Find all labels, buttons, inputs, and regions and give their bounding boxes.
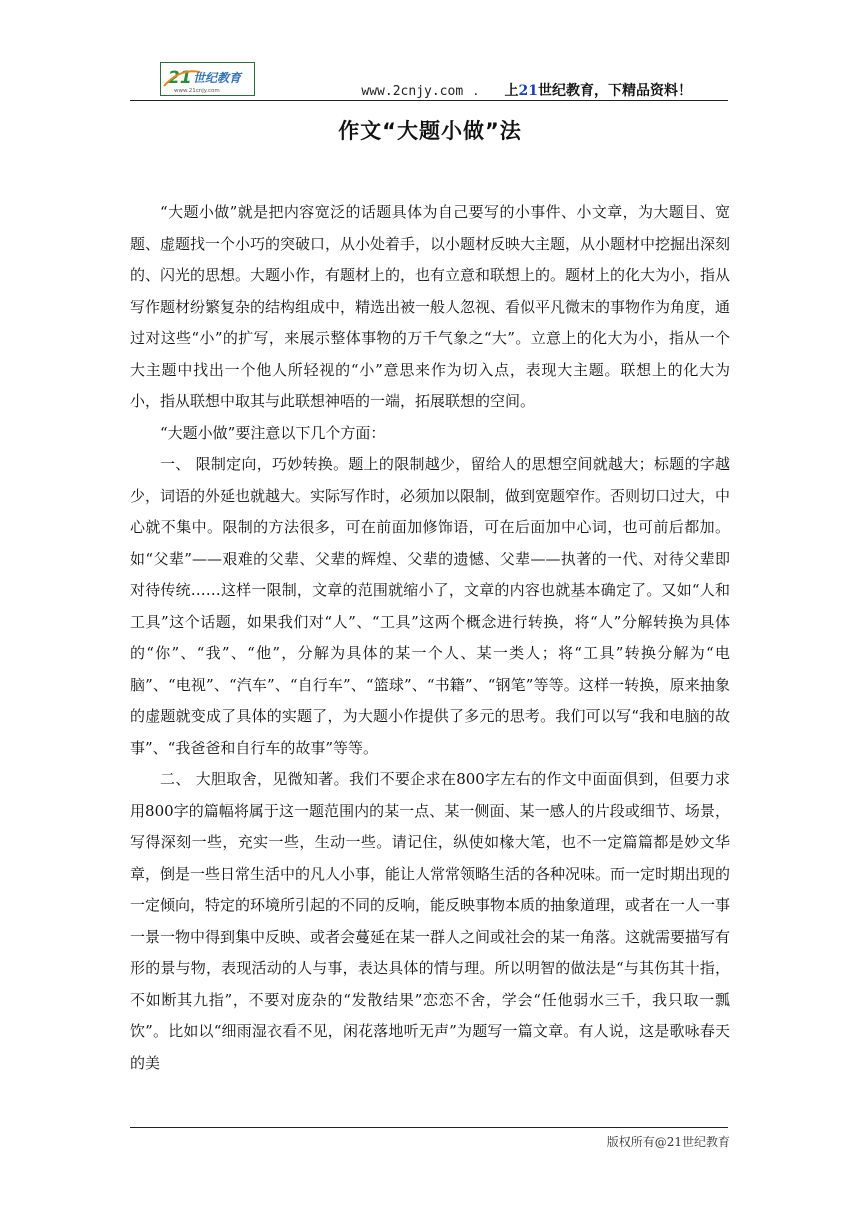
header-slogan xyxy=(361,80,692,100)
paragraph-point-one: 一、 限制定向，巧妙转换。题上的限制越少，留给人的思想空间就越大；标题的字越少，词语的外延也就越大。实际写作时，必须加以限制，做到宽题窄作。否则切口过大，中心就不集中。限制的方法很多，可在前面加修饰语，可在后面加中心词，也可前后都加。如“父辈”——艰难的父辈、父辈的辉煌、父辈的遗憾、父辈——执著的一代、对待父辈即对待传统……这样一限制，文章的范围就缩小了，文章的内容也就基本确定了。又如“人和工具”这个话题，如果我们对“人”、“工具”这两个概念进行转换，将“人”分解转换为具体的“你”、“我”、“他”，分解为具体的某一个人、某一类人；将“工具”转换分解为“电脑”、“电视”、“汽车”、“自行车”、“篮球”、“书籍”、“钢笔”等等。这样一转换，原来抽象的虚题就变成了具体的实题了，为大题小作提供了多元的思考。我们可以写“我和电脑的故事”、“我爸爸和自行车的故事”等等。 xyxy=(130,455,731,757)
paragraph-points-lead: “大题小做”要注意以下几个方面： xyxy=(160,423,386,442)
page-header xyxy=(130,58,728,101)
paragraph-intro: “大题小做”就是把内容宽泛的话题具体为自己要写的小事件、小文章，为大题目、宽题、虚题找一个小巧的突破口，从小处着手，以小题材反映大主题，从小题材中挖掘出深刻的、闪光的思想。大题小作，有题材上的，也有立意和联想上的。题材上的化大为小，指从写作题材纷繁复杂的结构组成中，精选出被一般人忽视、看似平凡微末的事物作为角度，通过对这些“小”的扩写，来展示整体事物的万千气象之“大”。立意上的化大为小，指从一个大主题中找出一个他人所轻视的“小”意思来作为切入点，表现大主题。联想上的化大为小，指从联想中取其与此联想神唔的一端，拓展联想的空间。 xyxy=(130,203,731,410)
footer-divider xyxy=(130,1127,728,1128)
footer-copyright: 版权所有@21世纪教育 xyxy=(606,1135,730,1149)
article-body xyxy=(130,197,730,1079)
brand-slogan: 上21世纪教育，下精品资料！ xyxy=(504,83,692,99)
paragraph-point-two: 二、 大胆取舍，见微知著。我们不要企求在800字左右的作文中面面俱到，但要力求用800字的篇幅将属于这一题范围内的某一点、某一侧面、某一感人的片段或细节、场景，写得深刻一些，充实一些，生动一些。请记住，纵使如椽大笔，也不一定篇篇都是妙文华章，倒是一些日常生活中的凡人小事，能让人常常领略生活的各种况味。而一定时期出现的一定倾向，特定的环境所引起的不同的反响，能反映事物本质的抽象道理，或者在一人一事一景一物中得到集中反映、或者会蔓延在某一群人之间或社会的某一角落。这就需要描写有形的景与物，表现活动的人与事，表达具体的情与理。所以明智的做法是“与其伤其十指，不如断其九指”，不要对庞杂的“发散结果”恋恋不舍，学会“任他弱水三千，我只取一瓢饮”。比如以“细雨湿衣看不见，闲花落地听无声”为题写一篇文章。有人说，这是歌咏春天的美 xyxy=(130,770,731,1072)
logo-image[interactable] xyxy=(160,62,255,96)
svg-text:世纪教育: 世纪教育 xyxy=(193,71,242,85)
svg-text:21: 21 xyxy=(168,68,192,88)
header-separator: . xyxy=(473,83,479,99)
document-title: 作文“大题小做”法 xyxy=(338,119,522,143)
svg-text:www.21cnjy.com: www.21cnjy.com xyxy=(174,88,220,94)
site-url-link[interactable]: www.2cnjy.com xyxy=(361,84,464,99)
